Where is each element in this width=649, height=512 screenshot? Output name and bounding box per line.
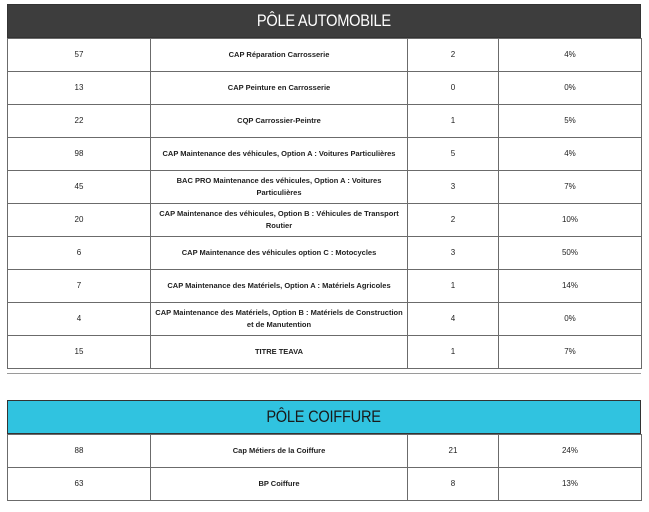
formation-cell: BP Coiffure (151, 468, 408, 501)
count-cell: 1 (408, 105, 499, 138)
count-cell: 4 (408, 303, 499, 336)
table-row (8, 105, 642, 138)
table-row (8, 171, 642, 204)
count-cell: 8 (408, 468, 499, 501)
formation-cell: CAP Maintenance des véhicules, Option A : Voitures Particulières (151, 138, 408, 171)
percent-cell: 7% (499, 336, 642, 369)
table-row (8, 72, 642, 105)
table-row (8, 237, 642, 270)
count-cell: 2 (408, 204, 499, 237)
effectif-cell: 7 (8, 270, 151, 303)
formation-cell: CAP Maintenance des véhicules option C : Motocycles (151, 237, 408, 270)
effectif-cell: 6 (8, 237, 151, 270)
count-cell: 1 (408, 336, 499, 369)
table-row (8, 270, 642, 303)
pole-automobile-header (7, 4, 641, 38)
formation-cell: BAC PRO Maintenance des véhicules, Option A : Voitures Particulières (151, 171, 408, 204)
percent-cell: 24% (499, 435, 642, 468)
effectif-cell: 88 (8, 435, 151, 468)
percent-cell: 10% (499, 204, 642, 237)
count-cell: 21 (408, 435, 499, 468)
formation-cell: CQP Carrossier-Peintre (151, 105, 408, 138)
effectif-cell: 63 (8, 468, 151, 501)
table-row (8, 435, 642, 468)
effectif-cell: 45 (8, 171, 151, 204)
percent-cell: 13% (499, 468, 642, 501)
count-cell: 3 (408, 171, 499, 204)
pole-coiffure-section (7, 400, 641, 501)
effectif-cell: 15 (8, 336, 151, 369)
count-cell: 3 (408, 237, 499, 270)
percent-cell: 4% (499, 39, 642, 72)
effectif-cell: 20 (8, 204, 151, 237)
pole-coiffure-table (7, 434, 642, 501)
formation-cell: CAP Réparation Carrosserie (151, 39, 408, 72)
percent-cell: 0% (499, 303, 642, 336)
percent-cell: 5% (499, 105, 642, 138)
table-row (8, 468, 642, 501)
table-row (8, 138, 642, 171)
percent-cell: 7% (499, 171, 642, 204)
pole-automobile-section (7, 4, 641, 369)
percent-cell: 4% (499, 138, 642, 171)
formation-cell: Cap Métiers de la Coiffure (151, 435, 408, 468)
formation-cell: TITRE TEAVA (151, 336, 408, 369)
percent-cell: 0% (499, 72, 642, 105)
count-cell: 1 (408, 270, 499, 303)
formation-cell: CAP Maintenance des véhicules, Option B : Véhicules de Transport Routier (151, 204, 408, 237)
table-row (8, 303, 642, 336)
pole-automobile-title: PÔLE AUTOMOBILE (256, 11, 391, 30)
pole-coiffure-header (7, 400, 641, 434)
count-cell: 0 (408, 72, 499, 105)
effectif-cell: 22 (8, 105, 151, 138)
effectif-cell: 98 (8, 138, 151, 171)
effectif-cell: 57 (8, 39, 151, 72)
table-row (8, 204, 642, 237)
percent-cell: 14% (499, 270, 642, 303)
table-row (8, 39, 642, 72)
effectif-cell: 4 (8, 303, 151, 336)
count-cell: 2 (408, 39, 499, 72)
formation-cell: CAP Peinture en Carrosserie (151, 72, 408, 105)
table-row (8, 336, 642, 369)
section-divider (7, 373, 641, 374)
effectif-cell: 13 (8, 72, 151, 105)
count-cell: 5 (408, 138, 499, 171)
pole-automobile-table (7, 38, 642, 369)
formation-cell: CAP Maintenance des Matériels, Option B : Matériels de Construction et de Manutention (151, 303, 408, 336)
percent-cell: 50% (499, 237, 642, 270)
formation-cell: CAP Maintenance des Matériels, Option A : Matériels Agricoles (151, 270, 408, 303)
pole-coiffure-title: PÔLE COIFFURE (266, 407, 382, 426)
